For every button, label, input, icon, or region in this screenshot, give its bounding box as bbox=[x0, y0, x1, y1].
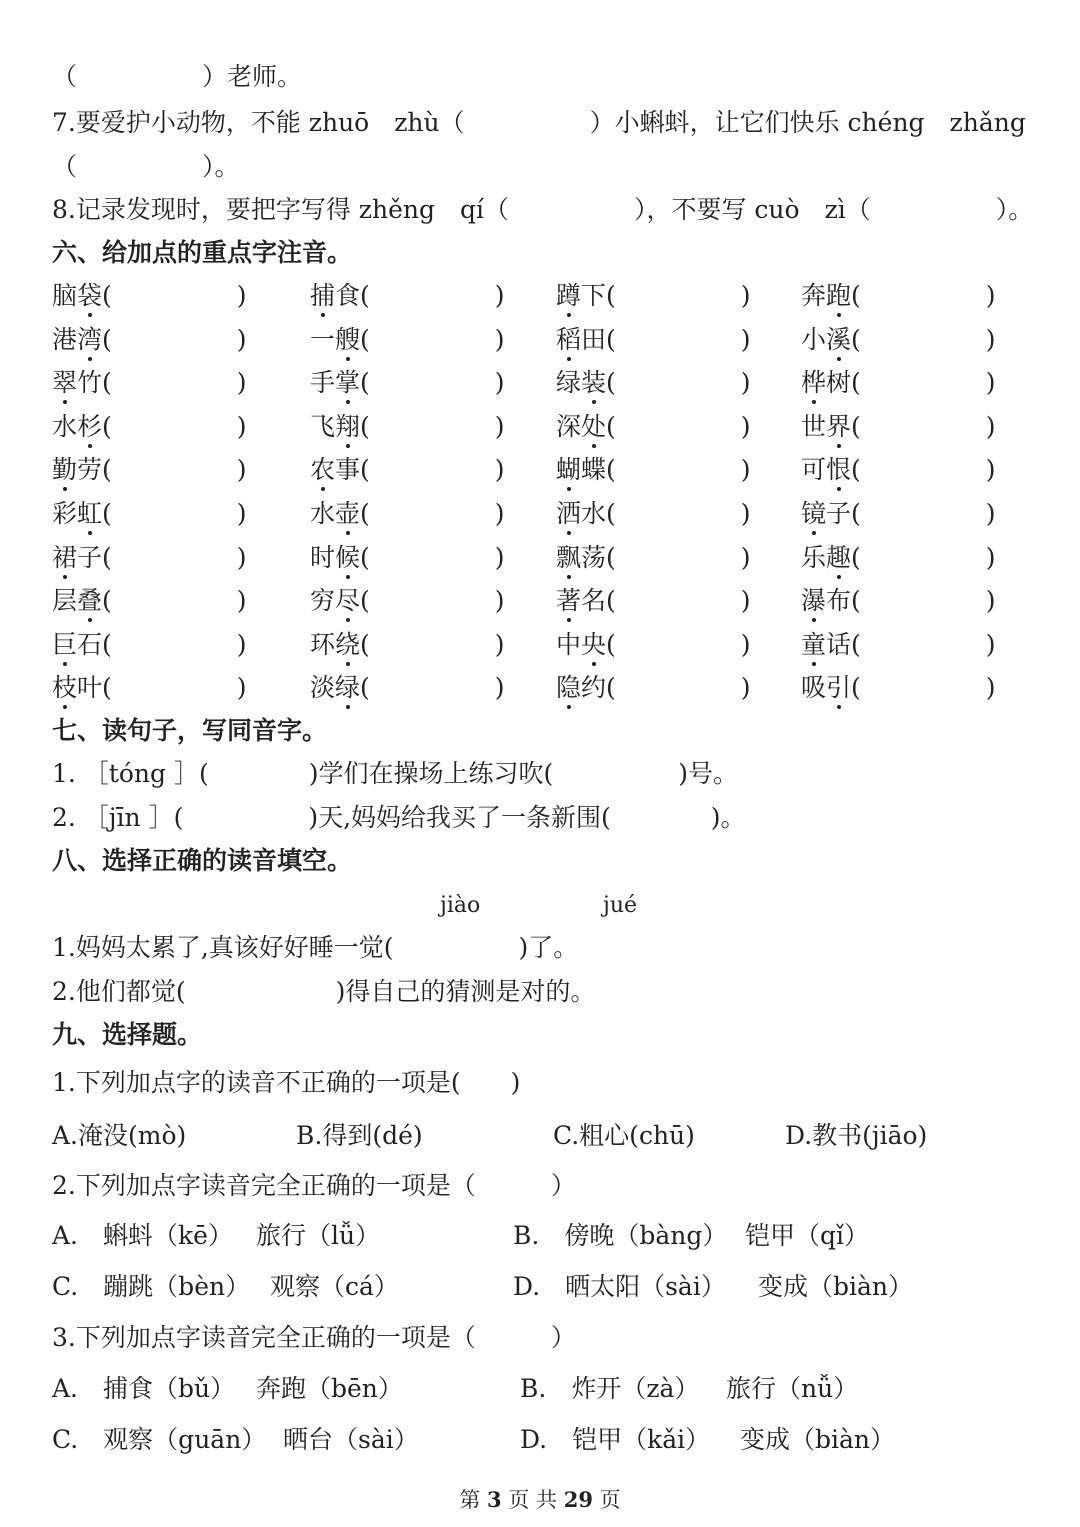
answer-blank: ( ) bbox=[851, 586, 996, 616]
word-char: 话 bbox=[826, 629, 852, 659]
word-char: 穷 bbox=[310, 586, 336, 616]
word-cell bbox=[310, 366, 505, 400]
word-char: 子 bbox=[77, 542, 103, 572]
word-cell bbox=[52, 453, 247, 487]
word-cell bbox=[801, 497, 996, 531]
word-cell bbox=[310, 279, 505, 313]
answer-blank: ( ) bbox=[360, 281, 505, 310]
page-number: 3 bbox=[487, 1487, 502, 1512]
dotted-char: 巨 bbox=[52, 628, 77, 662]
dotted-char: 瀑 bbox=[801, 584, 826, 618]
dotted-char: 界 bbox=[826, 410, 851, 444]
q3-option-d-1: D. 铠甲（kǎi） bbox=[520, 1425, 711, 1454]
pinyin-option-jiao: jiào bbox=[440, 893, 481, 918]
word-char: 子 bbox=[826, 499, 852, 528]
word-cell bbox=[556, 410, 751, 444]
q3-option-a-1: A. 捕食（bǔ） bbox=[52, 1374, 236, 1403]
answer-blank: ( ) bbox=[102, 542, 247, 572]
word-char: 乐 bbox=[801, 542, 827, 572]
answer-blank: ( ) bbox=[102, 411, 247, 441]
word-cell bbox=[801, 584, 996, 618]
answer-blank: ( ) bbox=[102, 673, 247, 703]
q2-option-d-1: D. 晒太阳（sài） bbox=[513, 1272, 726, 1301]
q2-option-c-2: 观察（cá） bbox=[270, 1272, 399, 1301]
section-7-item-2: 2. ［jīn ］( )天,妈妈给我买了一条新围( )。 bbox=[52, 803, 746, 832]
dotted-char: 绕 bbox=[335, 628, 360, 662]
word-char: 树 bbox=[826, 368, 852, 398]
footer-suffix: 页 bbox=[599, 1488, 621, 1512]
word-char: 吸 bbox=[801, 673, 827, 703]
answer-blank: ( ) bbox=[851, 542, 996, 572]
word-cell bbox=[310, 584, 505, 618]
word-cell bbox=[310, 323, 505, 357]
word-cell bbox=[310, 410, 505, 444]
q3-option-b-1: B. 炸开（zà） bbox=[520, 1374, 700, 1403]
dotted-char: 著 bbox=[556, 584, 581, 618]
word-char: 绿 bbox=[556, 368, 582, 398]
answer-blank: ( ) bbox=[851, 324, 996, 354]
word-cell bbox=[801, 366, 996, 400]
word-cell bbox=[310, 541, 505, 575]
dotted-char: 蹲 bbox=[556, 279, 581, 313]
q1-stem: 1.下列加点字的读音不正确的一项是( ) bbox=[52, 1068, 521, 1097]
word-char: 蝶 bbox=[581, 455, 607, 485]
answer-blank: ( ) bbox=[360, 629, 505, 659]
dotted-char: 装 bbox=[581, 366, 606, 400]
word-char: 荡 bbox=[581, 542, 607, 572]
word-char: 脑 bbox=[52, 281, 78, 310]
pinyin-option-jue: jué bbox=[603, 893, 638, 918]
word-char: 布 bbox=[826, 586, 852, 616]
answer-blank: ( ) bbox=[851, 673, 996, 703]
word-cell bbox=[310, 628, 505, 662]
question-7-blank: （ ）。 bbox=[52, 152, 240, 181]
section-8-title: 八、选择正确的读音填空。 bbox=[52, 846, 353, 875]
word-char: 水 bbox=[52, 411, 78, 441]
word-char: 深 bbox=[556, 411, 582, 441]
dotted-char: 跑 bbox=[826, 279, 851, 313]
dotted-char: 翔 bbox=[335, 410, 360, 444]
word-cell bbox=[52, 541, 247, 575]
dotted-char: 洒 bbox=[556, 497, 581, 531]
word-cell bbox=[52, 671, 247, 705]
page-footer bbox=[0, 1484, 1080, 1514]
word-char: 港 bbox=[52, 324, 78, 354]
word-char: 事 bbox=[335, 455, 361, 485]
word-cell bbox=[556, 453, 751, 487]
answer-blank: ( ) bbox=[102, 499, 247, 528]
word-cell bbox=[556, 497, 751, 531]
answer-blank: ( ) bbox=[606, 368, 751, 398]
word-cell bbox=[556, 541, 751, 575]
answer-blank: ( ) bbox=[360, 673, 505, 703]
fill-line-teacher: （ ）老师。 bbox=[52, 62, 303, 91]
dotted-char: 趣 bbox=[826, 541, 851, 575]
answer-blank: ( ) bbox=[606, 586, 751, 616]
word-cell bbox=[801, 541, 996, 575]
word-char: 时 bbox=[310, 542, 336, 572]
dotted-char: 稻 bbox=[556, 323, 581, 357]
q1-option-c: C.粗心(chū) bbox=[553, 1121, 695, 1150]
footer-prefix: 第 bbox=[459, 1488, 481, 1512]
answer-blank: ( ) bbox=[606, 673, 751, 703]
q3-option-d-2: 变成（biàn） bbox=[740, 1425, 896, 1454]
word-cell bbox=[52, 628, 247, 662]
word-cell bbox=[52, 279, 247, 313]
word-cell bbox=[801, 628, 996, 662]
word-cell bbox=[801, 671, 996, 705]
word-char: 飞 bbox=[310, 411, 336, 441]
dotted-char: 溪 bbox=[826, 323, 851, 357]
answer-blank: ( ) bbox=[851, 629, 996, 659]
answer-blank: ( ) bbox=[606, 455, 751, 485]
dotted-char: 绿 bbox=[335, 671, 360, 705]
dotted-char: 艘 bbox=[335, 323, 360, 357]
dotted-char: 裙 bbox=[52, 541, 77, 575]
dotted-char: 虹 bbox=[77, 497, 102, 531]
word-char: 水 bbox=[581, 499, 607, 528]
dotted-char: 飘 bbox=[556, 541, 581, 575]
word-cell bbox=[801, 453, 996, 487]
dotted-char: 候 bbox=[335, 541, 360, 575]
word-cell bbox=[310, 453, 505, 487]
word-cell bbox=[52, 410, 247, 444]
word-cell bbox=[556, 584, 751, 618]
answer-blank: ( ) bbox=[851, 455, 996, 485]
q2-option-b-2: 铠甲（qǐ） bbox=[745, 1221, 869, 1250]
word-char: 食 bbox=[335, 281, 361, 310]
dotted-char: 掌 bbox=[335, 366, 360, 400]
word-char: 劳 bbox=[77, 455, 103, 485]
dotted-char: 捕 bbox=[310, 279, 335, 313]
dotted-char: 农 bbox=[310, 453, 335, 487]
answer-blank: ( ) bbox=[360, 499, 505, 528]
q2-option-a-2: 旅行（lǚ） bbox=[256, 1221, 381, 1250]
answer-blank: ( ) bbox=[360, 368, 505, 398]
dotted-char: 叠 bbox=[77, 584, 102, 618]
word-char: 可 bbox=[801, 455, 827, 485]
word-char: 世 bbox=[801, 411, 827, 441]
dotted-char: 杉 bbox=[77, 410, 102, 444]
word-char: 奔 bbox=[801, 281, 827, 310]
section-7-item-1: 1. ［tóng ］( )学们在操场上练习吹( )号。 bbox=[52, 759, 738, 788]
answer-blank: ( ) bbox=[102, 281, 247, 310]
answer-blank: ( ) bbox=[851, 368, 996, 398]
dotted-char: 枝 bbox=[52, 671, 77, 705]
q2-stem: 2.下列加点字读音完全正确的一项是（ ） bbox=[52, 1171, 576, 1200]
word-cell bbox=[556, 671, 751, 705]
answer-blank: ( ) bbox=[606, 324, 751, 354]
word-char: 环 bbox=[310, 629, 336, 659]
dotted-char: 引 bbox=[826, 671, 851, 705]
word-cell bbox=[556, 323, 751, 357]
section-8-item-1: 1.妈妈太累了,真该好好睡一觉( )了。 bbox=[52, 933, 579, 962]
q1-option-d: D.教书(jiāo) bbox=[785, 1121, 928, 1150]
dotted-char: 童 bbox=[801, 628, 826, 662]
dotted-char: 桦 bbox=[801, 366, 826, 400]
q2-option-c-1: C. 蹦跳（bèn） bbox=[52, 1272, 251, 1301]
word-cell bbox=[801, 323, 996, 357]
dotted-char: 处 bbox=[581, 410, 606, 444]
word-cell bbox=[52, 323, 247, 357]
word-cell bbox=[801, 279, 996, 313]
dotted-char: 尽 bbox=[335, 584, 360, 618]
q1-option-b: B.得到(dé) bbox=[296, 1121, 423, 1150]
answer-blank: ( ) bbox=[851, 499, 996, 528]
word-cell bbox=[556, 628, 751, 662]
word-cell bbox=[52, 366, 247, 400]
q2-option-b-1: B. 傍晚（bàng） bbox=[513, 1221, 728, 1250]
section-9-title: 九、选择题。 bbox=[52, 1020, 203, 1049]
word-char: 叶 bbox=[77, 673, 103, 703]
word-char: 竹 bbox=[77, 368, 103, 398]
answer-blank: ( ) bbox=[102, 629, 247, 659]
q1-option-a: A.淹没(mò) bbox=[52, 1121, 187, 1150]
answer-blank: ( ) bbox=[360, 455, 505, 485]
word-char: 下 bbox=[581, 281, 607, 310]
q3-stem: 3.下列加点字读音完全正确的一项是（ ） bbox=[52, 1323, 576, 1352]
word-char: 彩 bbox=[52, 499, 78, 528]
section-6-title: 六、给加点的重点字注音。 bbox=[52, 238, 353, 267]
answer-blank: ( ) bbox=[360, 542, 505, 572]
q2-option-d-2: 变成（biàn） bbox=[758, 1272, 914, 1301]
answer-blank: ( ) bbox=[360, 586, 505, 616]
answer-blank: ( ) bbox=[851, 281, 996, 310]
word-cell bbox=[801, 410, 996, 444]
word-cell bbox=[310, 497, 505, 531]
answer-blank: ( ) bbox=[851, 411, 996, 441]
word-char: 约 bbox=[581, 673, 607, 703]
dotted-char: 翠 bbox=[52, 366, 77, 400]
word-cell bbox=[556, 279, 751, 313]
q3-option-b-2: 旅行（nǚ） bbox=[726, 1374, 859, 1403]
word-cell bbox=[310, 671, 505, 705]
q3-option-a-2: 奔跑（bēn） bbox=[256, 1374, 403, 1403]
answer-blank: ( ) bbox=[360, 411, 505, 441]
word-char: 淡 bbox=[310, 673, 336, 703]
answer-blank: ( ) bbox=[102, 324, 247, 354]
q3-option-c-1: C. 观察（guān） bbox=[52, 1425, 267, 1454]
word-char: 水 bbox=[310, 499, 336, 528]
dotted-char: 央 bbox=[581, 628, 606, 662]
answer-blank: ( ) bbox=[606, 629, 751, 659]
word-char: 田 bbox=[581, 324, 607, 354]
answer-blank: ( ) bbox=[360, 324, 505, 354]
q3-option-c-2: 晒台（sài） bbox=[283, 1425, 419, 1454]
answer-blank: ( ) bbox=[606, 542, 751, 572]
answer-blank: ( ) bbox=[606, 281, 751, 310]
word-cell bbox=[556, 366, 751, 400]
answer-blank: ( ) bbox=[606, 499, 751, 528]
dotted-char: 壶 bbox=[335, 497, 360, 531]
word-char: 石 bbox=[77, 629, 103, 659]
answer-blank: ( ) bbox=[102, 586, 247, 616]
dotted-char: 勤 bbox=[52, 453, 77, 487]
dotted-char: 湾 bbox=[77, 323, 102, 357]
section-7-title: 七、读句子，写同音字。 bbox=[52, 716, 328, 745]
word-char: 一 bbox=[310, 324, 336, 354]
footer-middle: 页 共 bbox=[508, 1488, 558, 1512]
dotted-char: 蝴 bbox=[556, 453, 581, 487]
answer-blank: ( ) bbox=[102, 455, 247, 485]
question-7-line: 7.要爱护小动物，不能 zhuō zhù（ ）小蝌蚪，让它们快乐 chéng zhǎng bbox=[52, 108, 1026, 137]
word-cell bbox=[52, 584, 247, 618]
word-char: 层 bbox=[52, 586, 78, 616]
dotted-char: 恨 bbox=[826, 453, 851, 487]
word-char: 小 bbox=[801, 324, 827, 354]
answer-blank: ( ) bbox=[606, 411, 751, 441]
section-8-item-2: 2.他们都觉( )得自己的猜测是对的。 bbox=[52, 977, 596, 1006]
word-char: 名 bbox=[581, 586, 607, 616]
question-8-line: 8.记录发现时，要把字写得 zhěng qí（ ），不要写 cuò zì（ ）。 bbox=[52, 195, 1034, 224]
word-char: 手 bbox=[310, 368, 336, 398]
page-total: 29 bbox=[563, 1487, 593, 1512]
dotted-char: 镜 bbox=[801, 497, 826, 531]
dotted-char: 隐 bbox=[556, 671, 581, 705]
dotted-char: 袋 bbox=[77, 279, 102, 313]
word-cell bbox=[52, 497, 247, 531]
answer-blank: ( ) bbox=[102, 368, 247, 398]
q2-option-a-1: A. 蝌蚪（kē） bbox=[52, 1221, 233, 1250]
word-char: 中 bbox=[556, 629, 582, 659]
